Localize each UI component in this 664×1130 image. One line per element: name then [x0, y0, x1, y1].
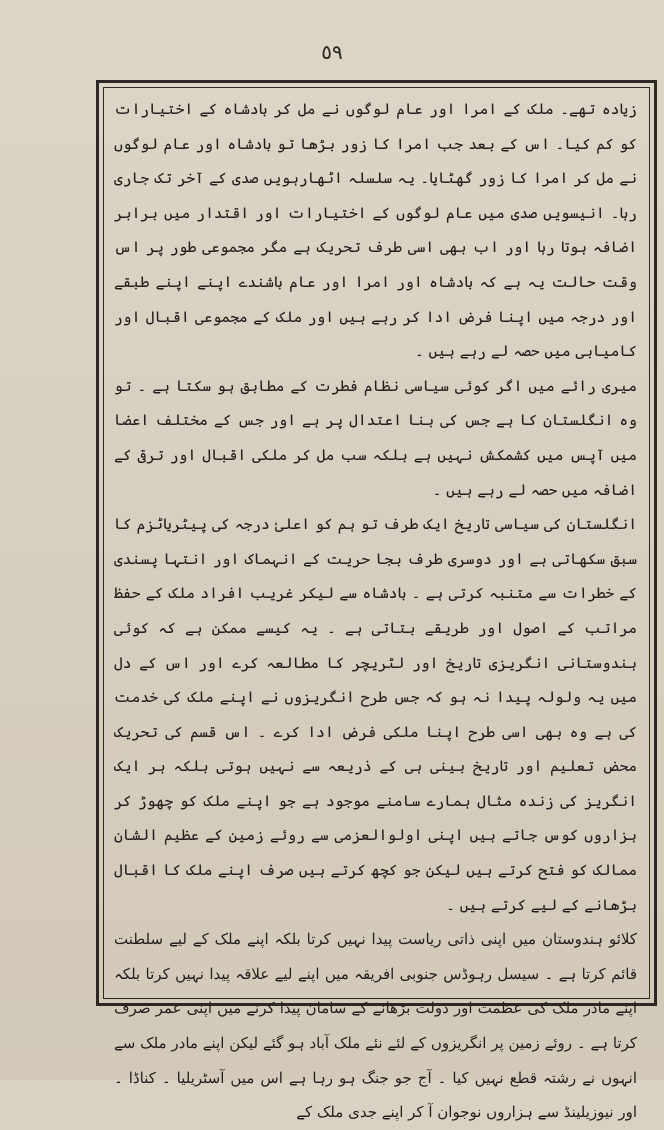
paragraph-4: کلائو ہندوستان میں اپنی ذاتی ریاست پیدا نہیں کرتا بلکہ اپنے ملک کے لیے سلطنت قائم کرتا ہے ۔ سیسل رہوڈس جنوبی افریقہ میں اپنے لیے علاقہ پیدا نہیں کرتا بلکہ اپنے مادر ملک کی عظمت اور دولت بڑھانے کے سامان پیدا کرنے میں اپنی عمر صرف کرتا ہے ۔ روئے زمین پر انگریزوں کے لئے نئے ملک آباد ہو گئے لیکن اپنے مادر ملک سے انہوں نے رشتہ قطع نہیں کیا ۔ آج جو جنگ ہو رہا ہے اس میں آسٹریلیا ۔ کناڈا ۔ اور نیوزیلینڈ سے ہزاروں نوجوان آ کر اپنے جدی ملک کے	[114, 930, 637, 1122]
text-block	[103, 87, 650, 1122]
paragraph-3: انگلستان کی سیاسی تاریخ ایک طرف تو ہم کو اعلیٰ درجہ کی پیٹریاٹزم کا سبق سکھاتی ہے اور دوسری طرف بجا حریت کے انہماک اور انتہا پسندی کے خطرات سے متنبہ کرتی ہے ۔ بادشاہ سے لیکر غریب افراد ملک کے حفظ مراتب کے اصول اور طریقے بتاتی ہے ۔ یہ کیسے ممکن ہے کہ کوئی ہندوستانی انگریزی تاریخ اور لٹریچر کا مطالعہ کرے اور اس کے دل میں یہ ولولہ پیدا نہ ہو کہ جس طرح انگریزوں نے اپنے ملک کی خدمت کی ہے وہ بھی اسی طرح اپنا ملکی فرض ادا کرے ۔ اس قسم کی تحریک محض تعلیم اور تاریخ بینی ہی کے ذریعہ سے نہیں ہوتی بلکہ ہر ایک انگریز کی زندہ مثال ہمارے سامنے موجود ہے جو اپنے ملک کو چھوڑ کر ہزاروں کوس جاتے ہیں اپنی اولوالعزمی سے روئے زمین کے عظیم الشان ممالک کو فتح کرتے ہیں لیکن جو کچھ کرتے ہیں صرف اپنے ملک کا اقبال بڑھانے کے لیے کرتے ہیں ۔	[114, 515, 637, 914]
paragraph-1: زیادہ تھے۔ ملک کے امرا اور عام لوگوں نے مل کر بادشاہ کے اختیارات کو کم کیا۔ اس کے بعد جب امرا کا زور بڑھا تو بادشاہ اور عام لوگوں نے مل کر امرا کا زور گھٹایا۔ یہ سلسلہ اٹھارہویں صدی کے آخر تک جاری رہا۔ انیسویں صدی میں عام لوگوں کے اختیارات اور اقتدار میں برابر اضافہ ہوتا رہا اور اب بھی اسی طرف تحریک ہے مگر مجموعی طور پر اس وقت حالت یہ ہے کہ بادشاہ اور امرا اور عام باشندے اپنے اپنے طبقے اور درجہ میں اپنا فرض ادا کر رہے ہیں اور ملک کے مجموعی اقبال اور کامیابی میں حصہ لے رہے ہیں ۔	[114, 100, 637, 361]
page-number: ٥٩	[321, 40, 343, 64]
paragraph-2: میری رائے میں اگر کوئی سیاسی نظام فطرت کے مطابق ہو سکتا ہے ۔ تو وہ انگلستان کا ہے جس کی بنا اعتدال پر ہے اور جس کے مختلف اعضا میں آپس میں کشمکش نہیں ہے بلکہ سب مل کر ملکی اقبال اور ترقی کے اضافہ میں حصہ لے رہے ہیں ۔	[114, 376, 637, 499]
